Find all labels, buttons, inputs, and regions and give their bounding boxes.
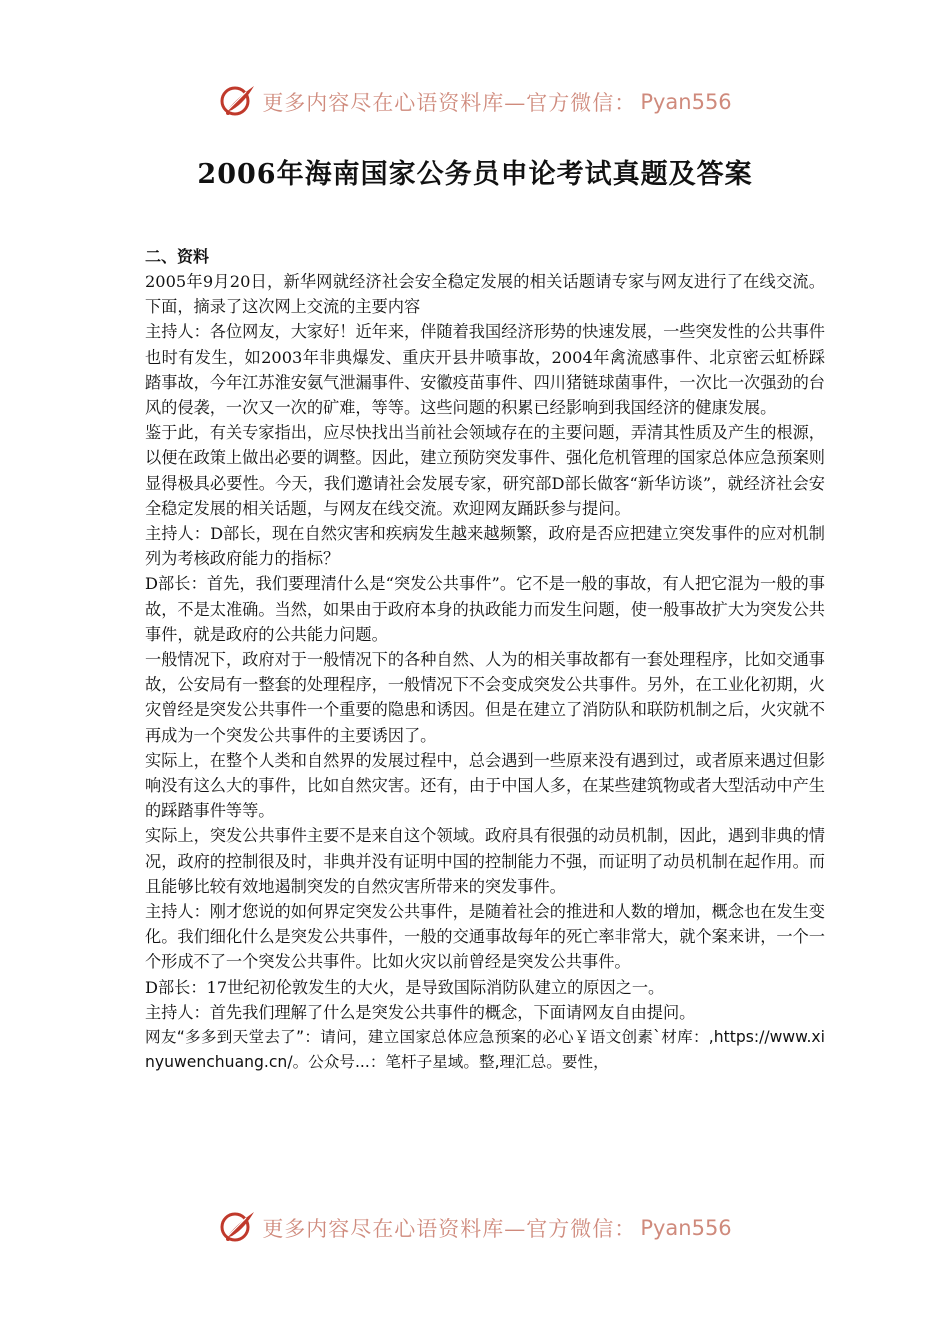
paragraph: 主持人：D部长，现在自然灾害和疾病发生越来越频繁，政府是否应把建立突发事件的应对机制列为考核政府能力的指标？: [145, 524, 825, 569]
paragraph: 一般情况下，政府对于一般情况下的各种自然、人为的相关事故都有一套处理程序，比如交通事故，公安局有一整套的处理程序，一般情况下不会变成突发公共事件。另外，在工业化初期，火灾曾经是突发公共事件一个重要的隐患和诱因。但是在建立了消防队和联防机制之后，火灾就不再成为一个突发公共事件的主要诱因了。: [145, 650, 825, 745]
footer-banner: [0, 1206, 950, 1250]
quill-logo-icon: [218, 82, 258, 122]
paragraph: 鉴于此，有关专家指出，应尽快找出当前社会领域存在的主要问题，弄清其性质及产生的根源，以便在政策上做出必要的调整。因此，建立预防突发事件、强化危机管理的国家总体应急预案则显得极具必要性。今天，我们邀请社会发展专家，研究部D部长做客“新华访谈”，就经济社会安全稳定发展的相关话题，与网友在线交流。欢迎网友踊跃参与提问。: [145, 423, 825, 518]
paragraph: 2005年9月20日，新华网就经济社会安全稳定发展的相关话题请专家与网友进行了在线交流。下面，摘录了这次网上交流的主要内容: [145, 272, 825, 317]
document-title: 2006年海南国家公务员申论考试真题及答案: [197, 159, 753, 190]
wechat-id: Pyan556: [640, 1216, 732, 1240]
section-heading: 二、资料: [145, 247, 210, 266]
wechat-id: Pyan556: [640, 90, 732, 114]
banner-text: 更多内容尽在心语资料库—官方微信：: [262, 1217, 637, 1241]
banner-text: 更多内容尽在心语资料库—官方微信：: [262, 91, 637, 115]
paragraph: D部长：首先，我们要理清什么是“突发公共事件”。它不是一般的事故，有人把它混为一般的事故，不是太准确。当然，如果由于政府本身的执政能力而发生问题，使一般事故扩大为突发公共事件，就是政府的公共能力问题。: [145, 574, 825, 644]
quill-logo-icon: [218, 1208, 258, 1248]
paragraph: 实际上，在整个人类和自然界的发展过程中，总会遇到一些原来没有遇到过，或者原来遇过但影响没有这么大的事件，比如自然灾害。还有，由于中国人多，在某些建筑物或者大型活动中产生的踩踏事件等等。: [145, 750, 825, 821]
paragraph: 主持人：首先我们理解了什么是突发公共事件的概念，下面请网友自由提问。: [145, 1002, 696, 1022]
paragraph: 实际上，突发公共事件主要不是来自这个领域。政府具有很强的动员机制，因此，遇到非典的情况，政府的控制很及时，非典并没有证明中国的控制能力不强，而证明了动员机制在起作用。而且能够比较有效地遏制突发的自然灾害所带来的突发事件。: [145, 826, 825, 896]
header-banner: [0, 80, 950, 124]
paragraph: D部长：17世纪初伦敦发生的大火，是导致国际消防队建立的原因之一。: [145, 977, 665, 997]
paragraph: 网友“多多到天堂去了”：请问，建立国家总体应急预案的必心￥语文创素`材库：,https://www.xinyuwenchuang.cn/。公众号...：笔杆子星域。整,理汇总。要性，: [145, 1028, 825, 1072]
paragraph: 主持人：各位网友，大家好！近年来，伴随着我国经济形势的快速发展，一些突发性的公共事件也时有发生，如2003年非典爆发、重庆开县井喷事故，2004年禽流感事件、北京密云虹桥踩踏事故，今年江苏淮安氨气泄漏事件、安徽疫苗事件、四川猪链球菌事件，一次比一次强劲的台风的侵袭，一次又一次的矿难，等等。这些问题的积累已经影响到我国经济的健康发展。: [145, 322, 825, 418]
paragraph: 主持人：刚才您说的如何界定突发公共事件，是随着社会的推进和人数的增加，概念也在发生变化。我们细化什么是突发公共事件，一般的交通事故每年的死亡率非常大，就个案来讲，一个一个形成不了一个突发公共事件。比如火灾以前曾经是突发公共事件。: [145, 902, 825, 972]
document-body: [145, 244, 825, 1076]
